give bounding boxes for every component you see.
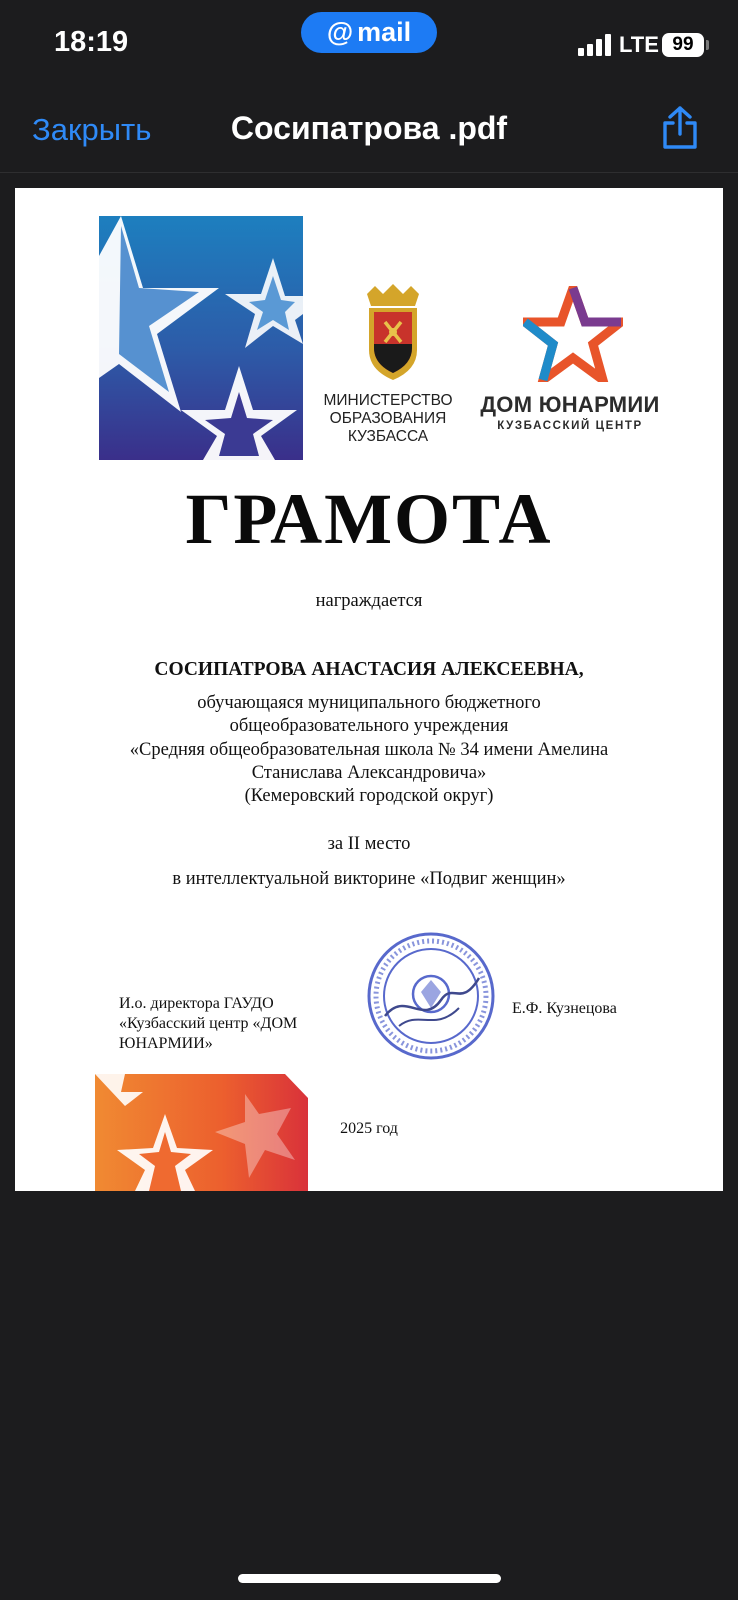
share-button[interactable] [658,104,702,152]
signer-title [119,994,319,1054]
recipient-name: СОСИПАТРОВА АНАСТАСИЯ АЛЕКСЕЕВНА, [154,659,584,680]
network-label: LTE [619,32,659,57]
official-stamp-icon [365,930,497,1062]
battery-level: 99 [672,34,694,55]
pdf-page[interactable] [15,188,723,1191]
document-title: Сосипатрова .pdf [230,110,508,146]
signer-line: «Кузбасский центр «ДОМ [119,1015,298,1032]
kuzbass-coat-of-arms-icon [355,284,431,384]
yunarmia-star-logo-icon [523,286,623,382]
home-indicator[interactable] [238,1574,501,1583]
signal-icon [578,34,612,56]
year-text: 2025 год [340,1120,398,1137]
share-icon [658,104,702,152]
signer-name: Е.Ф. Кузнецова [512,1000,617,1017]
close-button[interactable]: Закрыть [32,112,152,147]
school-line: Станислава Александровича» [251,763,487,783]
school-line: «Средняя общеобразовательная школа № 34 имени Амелина [129,740,609,760]
school-line: (Кемеровский городской округ) [244,786,494,806]
nav-bar [0,90,738,173]
event-text: в интеллектуальной викторине «Подвиг женщин» [172,869,566,889]
mail-app-pill[interactable] [301,12,437,53]
battery-icon [662,33,704,57]
certificate-heading: ГРАМОТА [185,479,553,559]
brand-name: ДОМ ЮНАРМИИ [480,392,660,417]
awarded-text: награждается [315,591,423,611]
stars-banner-image [99,216,303,460]
school-line: обучающаяся муниципального бюджетного [197,693,541,713]
school-line: общеобразовательного учреждения [229,716,509,736]
signer-line: ЮНАРМИИ» [119,1035,213,1052]
status-time: 18:19 [54,26,129,58]
mail-label: mail [357,17,412,47]
at-icon: @ [326,17,354,47]
place-text: за II место [327,834,411,854]
battery-tip [706,40,709,50]
brand-subtitle: КУЗБАССКИЙ ЦЕНТР [497,420,643,432]
ministry-caption: МИНИСТЕРСТВО ОБРАЗОВАНИЯ КУЗБАССА [323,392,453,445]
signer-line: И.о. директора ГАУДО [119,995,274,1012]
status-bar [0,0,738,90]
yunarmia-brand [470,392,670,432]
